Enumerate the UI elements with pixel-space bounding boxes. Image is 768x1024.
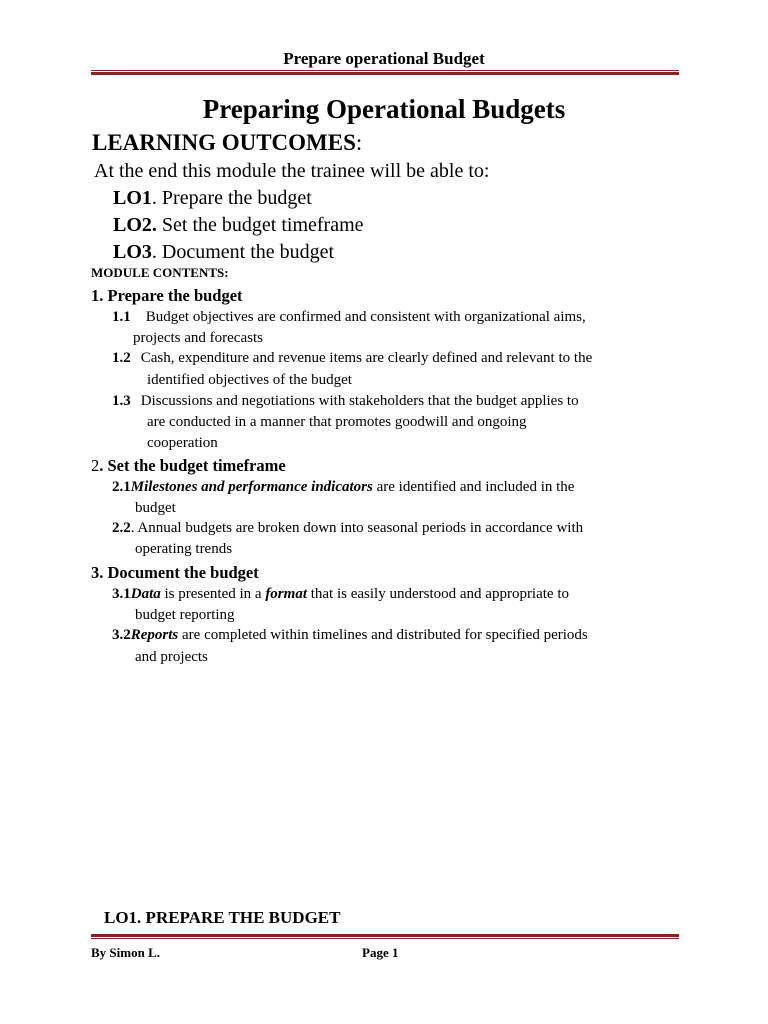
content-item (112, 393, 579, 410)
footer-divider (91, 934, 679, 939)
learning-outcome-text: Prepare the budget (156, 187, 312, 209)
learning-outcome-text: Set the budget timeframe (156, 214, 364, 236)
module-contents-label: MODULE CONTENTS: (91, 265, 229, 280)
item-text-continued: projects and forecasts (133, 330, 263, 346)
item-number: 1.2 (112, 350, 131, 366)
item-number: 3.1 (112, 586, 131, 602)
item-text-continued: cooperation (147, 435, 218, 451)
content-item (112, 520, 583, 537)
learning-outcome-sep: . (151, 187, 157, 209)
footer-author: By Simon L. (91, 945, 160, 960)
page-number: Page 1 (362, 945, 399, 960)
header-divider (91, 70, 679, 75)
item-text: are completed within timelines and distributed for specified periods (178, 627, 588, 643)
item-number: 3.2 (112, 627, 131, 643)
item-text: that is easily understood and appropriate to (306, 586, 570, 602)
learning-outcome-code: LO1 (113, 187, 152, 209)
item-emphasis: Milestones and performance indicators (130, 479, 373, 495)
item-emphasis: format (265, 586, 307, 602)
section-heading: 1. Prepare the budget (91, 286, 243, 305)
item-text-continued: identified objectives of the budget (147, 372, 352, 388)
item-text: Cash, expenditure and revenue items are clearly defined and relevant to the (140, 350, 593, 366)
item-text-continued: budget reporting (135, 607, 235, 623)
learning-outcome-item (113, 241, 334, 264)
item-text-continued: are conducted in a manner that promotes goodwill and ongoing (147, 414, 527, 430)
content-item (112, 586, 569, 603)
item-number: 2.2 (112, 520, 131, 536)
item-text-continued: budget (135, 500, 176, 516)
learning-outcomes-intro: At the end this module the trainee will be able to: (94, 160, 490, 182)
learning-outcome-item (113, 187, 312, 210)
learning-outcomes-heading (92, 130, 362, 156)
section-heading-number: 2 (91, 456, 100, 475)
learning-outcome-item (113, 214, 364, 237)
item-number: 2.1 (112, 479, 131, 495)
content-item (112, 479, 574, 496)
content-item (112, 309, 586, 326)
item-text: Budget objectives are confirmed and consistent with organizational aims, (145, 309, 586, 325)
learning-outcome-text: Document the budget (156, 241, 335, 263)
item-number: 1.1 (112, 309, 131, 325)
item-text: are identified and included in the (372, 479, 575, 495)
item-text-continued: operating trends (135, 541, 233, 557)
item-emphasis: Reports (130, 627, 179, 643)
item-emphasis: Data (130, 586, 161, 602)
next-section-heading: LO1. PREPARE THE BUDGET (104, 908, 341, 927)
item-text-continued: and projects (135, 649, 208, 665)
item-text: is presented in a (160, 586, 266, 602)
item-number: 1.3 (112, 393, 131, 409)
section-heading (91, 456, 286, 476)
learning-outcome-sep: . (151, 241, 157, 263)
item-text: . Annual budgets are broken down into seasonal periods in accordance with (130, 520, 584, 536)
learning-outcome-code: LO3 (113, 241, 152, 263)
section-heading-text: . Set the budget timeframe (99, 456, 286, 475)
learning-outcome-code: LO2. (113, 214, 157, 236)
learning-outcomes-heading-text: LEARNING OUTCOMES (92, 130, 356, 155)
content-item (112, 627, 588, 644)
learning-outcomes-heading-colon: : (355, 130, 363, 155)
content-item (112, 350, 592, 367)
page-title: Preparing Operational Budgets (202, 94, 566, 124)
running-header: Prepare operational Budget (283, 49, 485, 68)
item-text: Discussions and negotiations with stakeholders that the budget applies to (140, 393, 579, 409)
section-heading: 3. Document the budget (91, 563, 259, 582)
